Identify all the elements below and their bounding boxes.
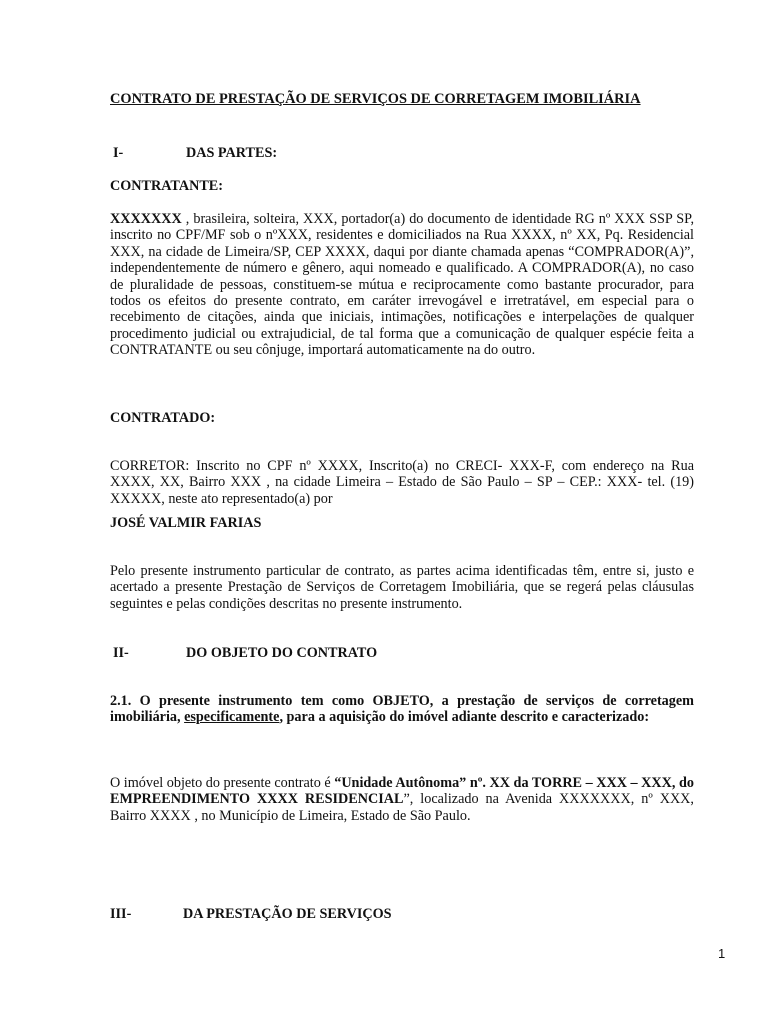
- clause-text: 2.1. O presente instrumento tem como OBJETO, a prestação de serviços de corretagem imobiliária,: [110, 693, 694, 726]
- contratante-name: XXXXXXX: [110, 211, 182, 227]
- contratante-heading: CONTRATANTE:: [110, 178, 223, 194]
- object-unit: “Unidade Autônoma” nº. XX da TORRE – XXX – XXX, do EMPREENDIMENTO XXXX RESIDENCIAL: [110, 775, 694, 808]
- clause-underlined-word: especificamente: [184, 709, 280, 726]
- section-name: DA PRESTAÇÃO DE SERVIÇOS: [183, 906, 392, 922]
- object-rest: ”, localizado na Avenida XXXXXXX, nº XXX, Bairro XXXX , no Município de Limeira, Estado de São Paulo.: [110, 791, 694, 824]
- section-number: II-: [113, 645, 129, 661]
- clause-2-1: [110, 693, 694, 726]
- representative-name: JOSÉ VALMIR FARIAS: [110, 515, 262, 531]
- contratado-heading: CONTRATADO:: [110, 410, 216, 426]
- contratante-text: , brasileira, solteira, XXX, portador(a) do documento de identidade RG nº XXX SSP SP, inscrito no CPF/MF sob o nºXXX, residentes e domiciliados na Rua XXXX, nº XX, Pq. Residencial XXX, na cidade de Limeira/SP, CEP XXXX, daqui por diante chamada apenas “COMPRADOR(A)”, independentemente de número e gênero, aqui nomeado e qualificado. A COMPRADOR(A), no caso de pluralidade de pessoas, constituem-se mútua e reciprocamente como bastante procurador, para todos os efeitos do presente contrato, em caráter irrevogável e irretratável, em especial para o recebimento de citações, ainda que iniciais, intimações, notificações e interpelações de qualquer procedimento judicial ou extrajudicial, de tal forma que a comunicação de qualquer espécie feita a CONTRATANTE ou seu cônjuge, importará automaticamente na do outro.: [110, 211, 694, 359]
- page-number: 1: [718, 946, 726, 961]
- section-number: III-: [110, 906, 132, 922]
- contract-title: CONTRATO DE PRESTAÇÃO DE SERVIÇOS DE CORRETAGEM IMOBILIÁRIA: [110, 91, 641, 107]
- intro-paragraph: Pelo presente instrumento particular de contrato, as partes acima identificadas têm, entre si, justo e acertado a presente Prestação de Serviços de Corretagem Imobiliária, que se regerá pelas cláusulas seguintes e pelas condições descritas no presente instrumento.: [110, 563, 694, 612]
- clause-text: , para a aquisição do imóvel adiante descrito e caracterizado:: [279, 709, 650, 726]
- contratante-paragraph: [110, 211, 694, 359]
- section-number: I-: [113, 145, 124, 161]
- section-name: DAS PARTES:: [186, 145, 278, 161]
- object-lead: O imóvel objeto do presente contrato é: [110, 775, 335, 791]
- contratado-paragraph: CORRETOR: Inscrito no CPF nº XXXX, Inscrito(a) no CRECI- XXX-F, com endereço na Rua XXXX, XX, Bairro XXX , na cidade Limeira – Estado de São Paulo – SP – CEP.: XXX- tel. (19) XXXXX, neste ato representado(a) por: [110, 458, 694, 507]
- object-paragraph: [110, 775, 694, 824]
- section-name: DO OBJETO DO CONTRATO: [186, 645, 378, 661]
